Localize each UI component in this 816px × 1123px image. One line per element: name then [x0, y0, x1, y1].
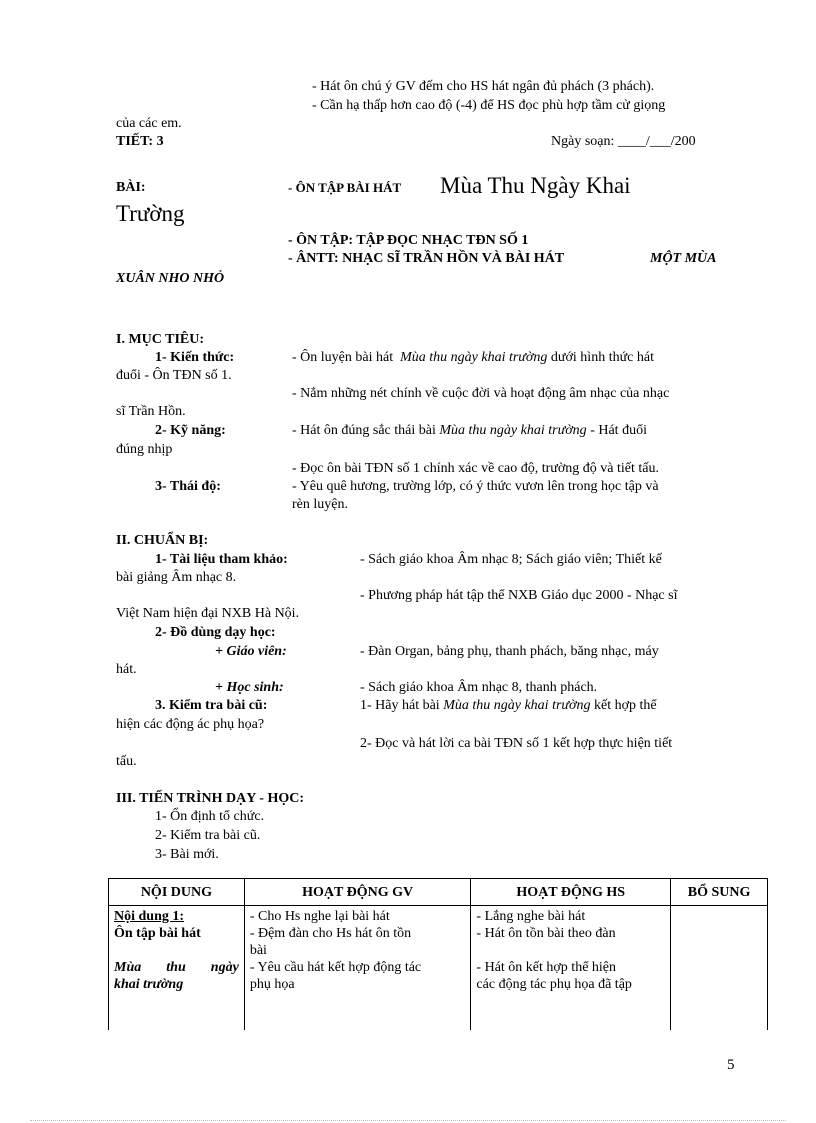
ky-nang-1: [292, 422, 647, 439]
tiet-label: TIẾT: 3: [116, 134, 164, 149]
kien-thuc-1c: dưới hình thức hát: [550, 350, 654, 365]
ky-nang-2: - Đọc ôn bài TĐN số 1 chính xác về cao độ, trường độ và tiết tấu.: [292, 461, 659, 476]
kiem-tra-1: [360, 697, 657, 714]
tai-lieu-label: 1- Tài liệu tham khảo:: [155, 552, 288, 567]
ky-nang-1d: đúng nhịp: [116, 442, 173, 457]
hs-spacer: [476, 942, 665, 959]
kien-thuc-2-cont: sĩ Trần Hồn.: [116, 404, 186, 419]
tai-lieu-2-cont: Việt Nam hiện đại NXB Hà Nội.: [116, 606, 300, 621]
table-header-noi-dung: NỘI DUNG: [109, 879, 245, 906]
kiem-tra-label: 3. Kiểm tra bài cũ:: [155, 698, 268, 713]
top-note-2: - Cần hạ thấp hơn cao độ (-4) để HS đọc phù hợp tầm cử giọng: [312, 98, 666, 113]
step-2: 2- Kiểm tra bài cũ.: [155, 828, 261, 843]
bai-song-title-cont: Trường: [116, 201, 185, 226]
noi-dung-song-2: khai trường: [114, 977, 184, 992]
chuan-bi-heading: II. CHUẨN BỊ:: [116, 533, 209, 548]
ky-nang-1c: - Hát đuổi: [590, 423, 647, 438]
kiem-tra-2-cont: tấu.: [116, 754, 137, 769]
cell-noi-dung: [109, 906, 245, 1031]
bai-song-title: Mùa Thu Ngày Khai: [440, 173, 631, 198]
hs-item-2: - Hát ôn tồn bài theo đàn: [476, 926, 616, 941]
kiem-tra-1c: kết hợp thể: [594, 698, 657, 713]
gv-item-3-cont: phụ họa: [249, 977, 295, 992]
bai-line2: - ÔN TẬP: TẬP ĐỌC NHẠC TĐN SỐ 1: [288, 233, 529, 248]
ky-nang-1b: Mùa thu ngày khai trường: [439, 423, 587, 438]
kien-thuc-label: 1- Kiến thức:: [155, 350, 235, 365]
tien-trinh-heading: III. TIẾN TRÌNH DẠY - HỌC:: [116, 791, 304, 806]
kien-thuc-1b: Mùa thu ngày khai trường: [400, 350, 548, 365]
thai-do-1: - Yêu quê hương, trường lớp, có ý thức vươn lên trong học tập và: [292, 479, 659, 494]
noi-dung-sub: Ôn tập bài hát: [114, 926, 201, 941]
kien-thuc-1: [292, 349, 654, 366]
noi-dung-spacer: [114, 942, 239, 959]
hs-label: + Học sinh:: [215, 680, 284, 695]
bai-label: BÀI:: [116, 180, 146, 195]
kiem-tra-1d: hiện các động ác phụ họa?: [116, 717, 265, 732]
gv-item-2: - Đệm đàn cho Hs hát ôn tồn: [249, 926, 412, 941]
noi-dung-title: Nội dung 1:: [114, 909, 185, 924]
bai-line3: - ÂNTT: NHẠC SĨ TRẦN HỒN VÀ BÀI HÁT: [288, 251, 565, 266]
table-header-bo-sung: BỔ SUNG: [671, 879, 768, 906]
noi-dung-song-1: Mùa thu ngày: [114, 960, 239, 975]
bai-line3-italic: MỘT MÙA: [650, 251, 717, 266]
tai-lieu-1-cont: bài giảng Âm nhạc 8.: [116, 570, 237, 585]
top-note-2-cont: của các em.: [116, 116, 182, 131]
step-1: 1- Ổn định tổ chức.: [155, 809, 265, 824]
ky-nang-label: 2- Kỹ năng:: [155, 423, 226, 438]
hs-item-3-cont: các động tác phụ họa đã tập: [476, 977, 632, 992]
ngay-soan: Ngày soạn: ____/___/200: [551, 134, 696, 149]
kiem-tra-2: 2- Đọc và hát lời ca bài TĐN số 1 kết hợp thực hiện tiết: [360, 736, 673, 751]
thai-do-label: 3- Thái độ:: [155, 479, 221, 494]
gv-label: + Giáo viên:: [215, 644, 287, 659]
gv-text: - Đàn Organ, bảng phụ, thanh phách, băng nhạc, máy: [360, 644, 659, 659]
cell-hoat-dong-hs: [471, 906, 671, 1031]
tai-lieu-2: - Phương pháp hát tập thể NXB Giáo dục 2000 - Nhạc sĩ: [360, 588, 678, 603]
gv-item-2-cont: bài: [249, 943, 267, 958]
thai-do-2: rèn luyện.: [292, 497, 348, 512]
table-header-hoat-dong-hs: HOẠT ĐỘNG HS: [471, 879, 671, 906]
gv-cont: hát.: [116, 662, 137, 677]
cell-bo-sung: [671, 906, 768, 1031]
table-row: [109, 906, 768, 1031]
table-header-hoat-dong-gv: HOẠT ĐỘNG GV: [244, 879, 471, 906]
step-3: 3- Bài mới.: [155, 847, 219, 862]
kien-thuc-2: - Nắm những nét chính về cuộc đời và hoạt động âm nhạc của nhạc: [292, 386, 670, 401]
kien-thuc-1d: đuổi - Ôn TĐN số 1.: [116, 368, 232, 383]
hs-text: - Sách giáo khoa Âm nhạc 8, thanh phách.: [360, 680, 598, 695]
page-bottom-divider: [30, 1120, 786, 1121]
do-dung-label: 2- Đồ dùng dạy học:: [155, 625, 276, 640]
kiem-tra-1a: 1- Hãy hát bài: [360, 698, 440, 713]
gv-item-3: - Yêu cầu hát kết hợp động tác: [249, 960, 422, 975]
page-number: 5: [727, 1057, 735, 1073]
lesson-table: [108, 878, 768, 1030]
hs-item-1: - Lắng nghe bài hát: [476, 909, 586, 924]
gv-item-1: - Cho Hs nghe lại bài hát: [249, 909, 390, 924]
muc-tieu-heading: I. MỤC TIÊU:: [116, 332, 205, 347]
top-note-1: - Hát ôn chú ý GV đếm cho HS hát ngân đủ phách (3 phách).: [312, 79, 655, 94]
ky-nang-1a: - Hát ôn đúng sắc thái bài: [292, 423, 436, 438]
bai-line3-cont: XUÂN NHO NHỎ: [116, 271, 225, 286]
kien-thuc-1a: - Ôn luyện bài hát: [292, 350, 394, 365]
tai-lieu-1: - Sách giáo khoa Âm nhạc 8; Sách giáo viên; Thiết kế: [360, 552, 662, 567]
cell-hoat-dong-gv: [244, 906, 471, 1031]
bai-line1-prefix: - ÔN TẬP BÀI HÁT: [288, 180, 402, 195]
hs-item-3: - Hát ôn kết hợp thể hiện: [476, 960, 617, 975]
kiem-tra-1b: Mùa thu ngày khai trường: [443, 698, 591, 713]
